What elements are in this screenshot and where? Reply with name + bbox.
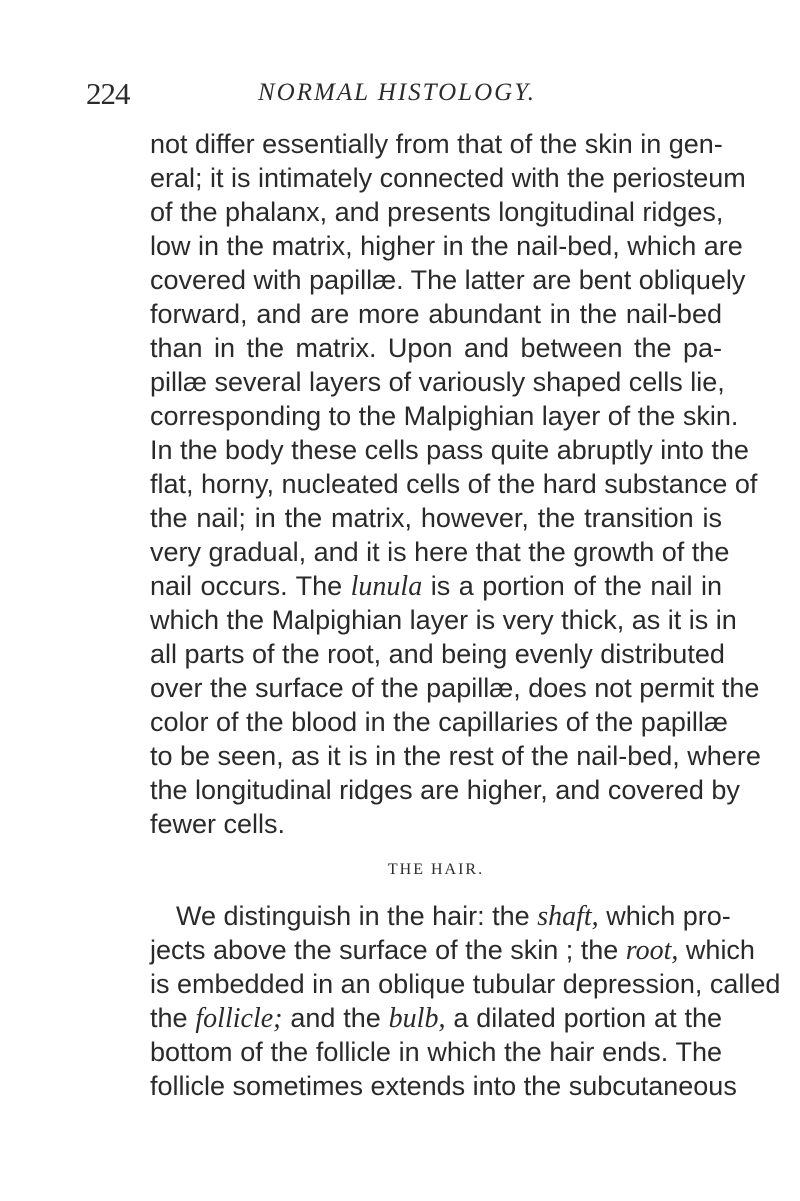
text-line: bottom of the follicle in which the hair ends. The <box>150 1037 722 1067</box>
text-line: follicle sometimes extends into the subcutaneous <box>150 1071 737 1101</box>
text-line: low in the matrix, higher in the nail-bed, which are <box>150 231 743 261</box>
text-line: pillæ several layers of variously shaped cells lie, <box>150 367 725 397</box>
text-line: fewer cells. <box>150 809 286 839</box>
text-line: color of the blood in the capillaries of the papillæ <box>150 707 728 737</box>
running-header <box>86 76 726 120</box>
italic-term-shaft: shaft, <box>537 901 599 932</box>
section-break <box>150 841 722 899</box>
italic-term-bulb: bulb, <box>388 1003 446 1034</box>
text-fragment: jects above the surface of the skin ; the <box>150 935 626 965</box>
text-line: eral; it is intimately connected with the periosteum <box>150 163 746 193</box>
text-fragment: which pro- <box>598 901 731 931</box>
text-fragment: We distinguish in the hair: the <box>176 901 538 931</box>
italic-term-root: root, <box>625 935 679 966</box>
text-line: which the Malpighian layer is very thick, as it is in <box>150 605 737 635</box>
text-line: than in the matrix. Upon and between the pa- <box>150 333 722 363</box>
text-line: the longitudinal ridges are higher, and covered by <box>150 775 740 805</box>
body-text <box>150 127 781 1103</box>
text-fragment: the <box>150 1003 196 1033</box>
italic-term-lunula: lunula <box>350 571 423 602</box>
italic-term-follicle: follicle; <box>195 1003 283 1034</box>
text-line <box>150 933 755 967</box>
page-number: 224 <box>86 76 130 111</box>
text-line: over the surface of the papillæ, does not permit the <box>150 673 760 703</box>
text-line: not differ essentially from that of the skin in gen- <box>150 129 723 159</box>
text-fragment: and the <box>282 1003 389 1033</box>
running-title: NORMAL HISTOLOGY. <box>258 79 537 106</box>
text-line: very gradual, and it is here that the growth of the <box>150 537 730 567</box>
text-fragment: is a portion of the nail in <box>422 571 722 601</box>
text-line <box>150 1001 722 1035</box>
text-line: forward, and are more abundant in the nail-bed <box>150 299 722 329</box>
text-line: In the body these cells pass quite abruptly into the <box>150 435 749 465</box>
text-line: of the phalanx, and presents longitudinal ridges, <box>150 197 724 227</box>
text-line <box>150 899 731 933</box>
text-line: corresponding to the Malpighian layer of the skin. <box>150 401 739 431</box>
text-line: all parts of the root, and being evenly distributed <box>150 639 725 669</box>
text-fragment: nail occurs. The <box>150 571 351 601</box>
text-line <box>150 569 722 603</box>
text-fragment: a dilated portion at the <box>445 1003 722 1033</box>
text-line: flat, horny, nucleated cells of the hard substance of <box>150 469 758 499</box>
text-line: to be seen, as it is in the rest of the nail-bed, where <box>150 741 761 771</box>
text-line: the nail; in the matrix, however, the transition is <box>150 503 722 533</box>
text-line: is embedded in an oblique tubular depression, called <box>150 969 781 999</box>
text-line: covered with papillæ. The latter are bent obliquely <box>150 265 746 295</box>
text-fragment: which <box>678 935 755 965</box>
section-heading: THE HAIR. <box>387 861 485 878</box>
